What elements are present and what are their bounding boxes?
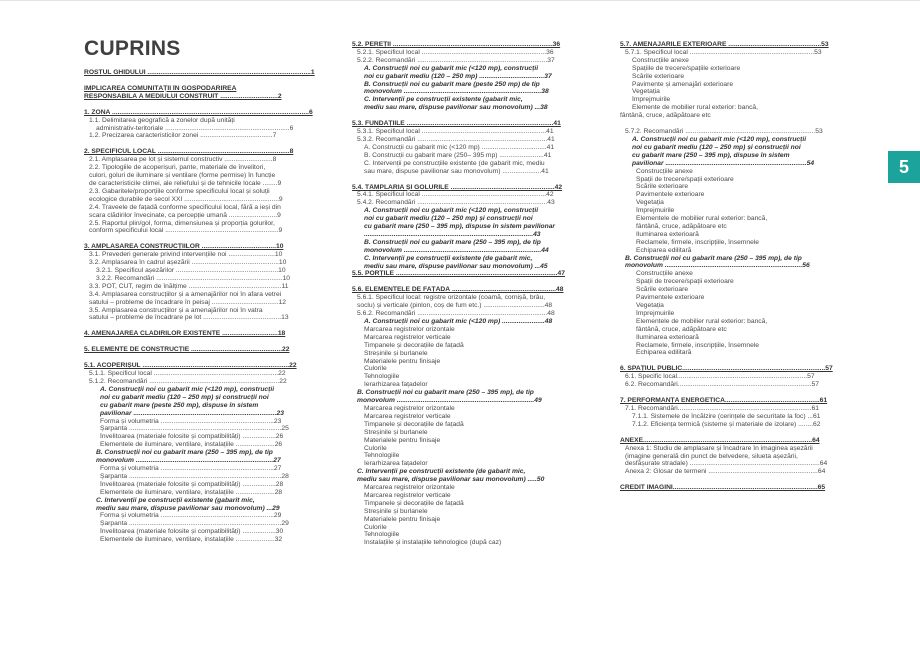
- toc-entry[interactable]: B. Construcții noi cu gabarit mare (250 – 395 mp), de tip: [625, 254, 802, 262]
- toc-entry[interactable]: Echiparea edilitară: [636, 246, 692, 254]
- toc-column-3: [620, 41, 874, 492]
- toc-entry[interactable]: Timpanele și decorațiile de fațadă: [364, 420, 464, 428]
- toc-entry[interactable]: ecologice durabile de secol XXI ...................................................9: [89, 195, 283, 203]
- toc-entry[interactable]: Vegetația: [636, 199, 664, 207]
- toc-entry[interactable]: B. Construcții noi cu gabarit mare (250 – 395 mp), de tip: [364, 238, 541, 246]
- toc-entry[interactable]: 5.5. PORȚILE .......................................................................................47: [352, 270, 565, 278]
- toc-entry[interactable]: Materialele pentru finisaje: [364, 357, 441, 365]
- toc-entry[interactable]: satului – probleme de încadrare pe lot ..........................................13: [89, 314, 289, 322]
- toc-entry[interactable]: Tehnologiile: [364, 531, 400, 539]
- toc-entry[interactable]: 6. SPAȚIUL PUBLIC.............................................................................57: [620, 365, 833, 373]
- toc-entry[interactable]: Învelitoarea (materiale folosite și compatibilități) ..................26: [100, 433, 284, 441]
- toc-entry[interactable]: conform specificului local .............................................................9: [89, 227, 283, 235]
- toc-entry[interactable]: Șarpanta ..................................................................................25: [100, 425, 289, 433]
- toc-entry[interactable]: 5.6.2. Recomandări ......................................................................48: [357, 310, 555, 318]
- toc-entry[interactable]: noi cu gabarit mediu (120 – 250 mp) ...................................37: [364, 72, 552, 80]
- toc-entry[interactable]: fântână, cruce, adăpătoare etc: [620, 112, 711, 120]
- toc-entry[interactable]: IMPLICAREA COMUNITĂȚII ÎN GOSPODĂRIREA: [84, 84, 237, 92]
- toc-entry[interactable]: Construcțiile anexe: [636, 270, 693, 278]
- toc-column-2: [352, 41, 606, 547]
- toc-entry[interactable]: noi cu gabarit mediu (120 – 250 mp) și construcții noi: [364, 215, 533, 223]
- toc-entry[interactable]: Iluminarea exterioară: [636, 333, 699, 341]
- toc-entry[interactable]: monovolum ..........................................................................44: [364, 246, 549, 254]
- toc-entry[interactable]: Vegetația: [636, 302, 664, 309]
- toc-entry[interactable]: noi cu gabarit mediu (120 – 250 mp) și construcții noi: [632, 143, 801, 151]
- toc-entry[interactable]: 5.7.1. Specificul local ...................................................................53: [625, 48, 822, 56]
- toc-entry[interactable]: 3.1. Prevederi generale privind intervențiile noi .........................10: [89, 251, 283, 259]
- toc-entry[interactable]: monovolum ..........................................................................49: [357, 397, 542, 405]
- toc-entry[interactable]: Culorile: [364, 523, 387, 531]
- toc-entry[interactable]: 6.2. Recomandări........................................................................57: [625, 381, 819, 389]
- toc-entry[interactable]: Forma și volumetria .............................................................27: [100, 464, 282, 472]
- toc-entry[interactable]: CREDIT IMAGINI..............................................................................65: [620, 484, 826, 492]
- toc-entry[interactable]: mediu sau mare, dispuse pavilionar sau monovolum) ...29: [96, 504, 280, 512]
- toc-entry[interactable]: Tehnologiile: [364, 452, 400, 460]
- toc-entry[interactable]: 7.1.2. Eficiența termică (sisteme și materiale de izolare) ........62: [632, 420, 821, 428]
- toc-entry[interactable]: Spații de trecere/spații exterioare: [636, 278, 734, 286]
- toc-entry[interactable]: 7.1. Recomandări........................................................................61: [625, 404, 819, 412]
- toc-entry[interactable]: 5.3.2. Recomandări ......................................................................41: [357, 135, 555, 143]
- toc-entry[interactable]: ROSTUL GHIDULUI ........................................................................................1: [84, 69, 315, 76]
- toc-entry[interactable]: Culorile: [364, 444, 387, 452]
- toc-entry[interactable]: Culorile: [364, 365, 387, 373]
- page-title: CUPRINS: [84, 37, 181, 60]
- toc-entry[interactable]: Iluminarea exterioară: [636, 230, 699, 238]
- toc-entry[interactable]: soclu) și verticale (pinlon, coș de fum etc.) .................................48: [357, 302, 553, 310]
- toc-entry[interactable]: fântână, cruce, adăpătoare etc: [636, 222, 727, 230]
- toc-entry[interactable]: cu gabarit mare (250 – 395 mp), dispuse în sistem: [632, 151, 790, 159]
- toc-entry[interactable]: Împrejmuirile: [632, 96, 671, 104]
- toc-entry[interactable]: A. Construcții noi cu gabarit mic (<120 mp), construcții: [364, 207, 539, 215]
- toc-entry[interactable]: B. Construcții cu gabarit mare (250– 395 mp) ........................41: [364, 151, 552, 159]
- toc-entry[interactable]: 2. SPECIFICUL LOCAL .......................................................................8: [84, 148, 294, 156]
- toc-entry[interactable]: C. Intervenții pe construcții existente (de gabarit mic,: [357, 468, 526, 476]
- toc-entry[interactable]: monovolum ..........................................................................38: [364, 88, 549, 96]
- toc-entry[interactable]: 4. AMENAJAREA CLĂDIRILOR EXISTENTE ..............................18: [84, 330, 286, 338]
- toc-entry[interactable]: 5.7. AMENAJĂRILE EXTERIOARE ..................................................53: [620, 41, 829, 48]
- toc-entry[interactable]: Construcțiile anexe: [636, 167, 693, 175]
- toc-entry[interactable]: ANEXE...........................................................................................64: [620, 436, 820, 444]
- toc-entry[interactable]: 3.2. Amplasarea în cadrul așezării ...............................................10: [89, 259, 287, 267]
- toc-entry[interactable]: 5. ELEMENTE DE CONSTRUCȚIE .................................................22: [84, 346, 290, 354]
- toc-entry[interactable]: Vegetația: [632, 88, 660, 96]
- toc-entry[interactable]: 2.5. Raportul plin/gol, forma, dimensiunea și proporția golurilor,: [89, 219, 275, 227]
- toc-entry[interactable]: Împrejmuirile: [636, 207, 675, 215]
- toc-entry[interactable]: Ierarhizarea fațadelor: [364, 460, 428, 468]
- toc-entry[interactable]: administrativ-teritoriale ...................................................................6: [96, 124, 294, 132]
- toc-entry[interactable]: 2.3. Gabaritele/proporțiile conforme specificului local și soluții: [89, 187, 270, 195]
- toc-entry[interactable]: C. Intervenții pe construcții existente (gabarit mic,: [96, 496, 255, 504]
- toc-entry[interactable]: Spațiile de trecere/spațiile exterioare: [632, 64, 741, 72]
- toc-entry[interactable]: mediu sau mare, dispuse pavilionar sau monovolum) .....50: [357, 476, 545, 484]
- toc-entry[interactable]: Elementele de mobilier rural exterior: bancă,: [636, 215, 768, 223]
- toc-entry[interactable]: Împrejmuirile: [636, 309, 675, 317]
- toc-entry[interactable]: B. Construcții noi cu gabarit mare (250 – 395 mp), de tip: [357, 389, 534, 397]
- toc-entry[interactable]: monovolum ..........................................................................27: [96, 457, 281, 465]
- toc-entry[interactable]: cu gabarit mare (250 – 395 mp), dispuse în sistem pavilionar: [364, 223, 556, 231]
- toc-entry[interactable]: 5.1.1. Specificul local ...................................................................22: [89, 370, 286, 378]
- toc-entry[interactable]: C. Intervenții pe construcții existente (de gabarit mic,: [364, 254, 533, 262]
- toc-entry[interactable]: Materialele pentru finisaje: [364, 436, 441, 444]
- toc-entry[interactable]: desfășurate stradale) ......................................................................64: [625, 460, 828, 468]
- toc-entry[interactable]: 5.7.2. Recomandări ......................................................................53: [625, 128, 823, 136]
- toc-entry[interactable]: Reclamele, firmele, inscripțiile, însemnele: [636, 238, 760, 246]
- toc-entry[interactable]: 5.1.2. Recomandări ......................................................................22: [89, 378, 287, 385]
- toc-entry[interactable]: Elementele de iluminare, ventilare, instalațiile .....................32: [100, 536, 283, 544]
- toc-entry[interactable]: Timpanele și decorațiile de fațadă: [364, 341, 464, 349]
- toc-entry[interactable]: 5.3.1. Specificul local ...................................................................41: [357, 128, 554, 136]
- toc-entry[interactable]: 1.1. Delimitarea geografică a zonelor după unități: [89, 116, 235, 124]
- toc-entry[interactable]: A. Construcții cu gabarit mic (<120 mp) ...................................41: [364, 143, 555, 151]
- toc-entry[interactable]: Marcarea registrelor verticale: [364, 412, 451, 420]
- toc-entry[interactable]: 3.2.2. Recomandări ....................................................................10: [96, 274, 291, 282]
- toc-entry[interactable]: B. Construcții noi cu gabarit mare (peste 250 mp) de tip: [364, 80, 540, 88]
- toc-entry[interactable]: Elementele de mobilier rural exterior: bancă,: [636, 317, 768, 325]
- toc-entry[interactable]: Pavimente și amenajări exterioare: [632, 80, 734, 88]
- toc-entry[interactable]: pavilionar .............................................................................23: [100, 409, 284, 417]
- toc-entry[interactable]: C. Intervenții pe construcțiile existente (de gabarit mic, mediu: [364, 159, 545, 167]
- toc-entry[interactable]: Timpanele și decorațiile de fațadă: [364, 499, 464, 507]
- toc-entry[interactable]: fântână, cruce, adăpătoare etc: [636, 325, 727, 333]
- toc-entry[interactable]: Elementele de iluminare, ventilare, instalațiile .....................26: [100, 441, 283, 449]
- toc-entry[interactable]: Învelitoarea (materiale folosite și compatibilități) ..................28: [100, 480, 284, 488]
- toc-column-1: [84, 69, 337, 544]
- toc-entry[interactable]: 2.4. Traveele de fațadă conforme specificului local, fără a ieși din: [89, 203, 281, 211]
- toc-entry[interactable]: sau mare, dispuse pavilionar sau monovolum) .....................41: [364, 167, 549, 175]
- toc-entry[interactable]: 3.4. Amplasarea construcțiilor și a amenajărilor noi în afara vetrei: [89, 290, 282, 298]
- toc-entry[interactable]: Scările exterioare: [636, 286, 689, 294]
- toc-entry[interactable]: pavilionar ............................................................................54: [632, 159, 815, 167]
- chapter-tab: 5: [888, 151, 920, 183]
- toc-entry[interactable]: 2.2. Tipologiile de acoperișuri, pante, materiale de învelitori,: [89, 164, 266, 172]
- toc-entry[interactable]: Instalațiile și instalațiile tehnologice (după caz): [364, 539, 502, 547]
- toc-entry[interactable]: Pavimentele exterioare: [636, 191, 705, 199]
- toc-entry[interactable]: Scările exterioare: [632, 72, 685, 80]
- toc-entry[interactable]: A. Construcții noi cu gabarit mic (<120 mp), construcții: [364, 64, 539, 72]
- toc-entry[interactable]: 5.2.2. Recomandări ......................................................................37: [357, 56, 555, 64]
- toc-entry[interactable]: 5.6.1. Specificul local: registre orizontale (coamă, cornișă, brâu,: [357, 294, 546, 302]
- toc-entry[interactable]: de caracteristicile climei, ale reliefului și de tehnicile locale ........9: [89, 179, 282, 187]
- toc-entry[interactable]: Streșinile și burlanele: [364, 507, 428, 515]
- toc-entry[interactable]: Streșinile și burlanele: [364, 428, 428, 436]
- toc-entry[interactable]: 7. PERFORMANȚA ENERGETICĂ...................................................61: [620, 397, 828, 405]
- toc-entry[interactable]: 7.1.1. Sistemele de încălzire (cerințele de securitate la foc) ...61: [632, 412, 821, 420]
- toc-entry[interactable]: Forma și volumetria .............................................................29: [100, 512, 282, 520]
- toc-entry[interactable]: Forma și volumetria .............................................................23: [100, 417, 282, 425]
- toc-entry[interactable]: Ierarhizarea fațadelor: [364, 381, 428, 389]
- toc-entry[interactable]: scara clădirilor învecinate, ca percepție umană ..........................9: [89, 211, 281, 219]
- toc-entry[interactable]: Reclamele, firmele, inscripțiile, însemnele: [636, 341, 760, 349]
- toc-entry[interactable]: RESPONSABILĂ A MEDIULUI CONSTRUIT ...............................2: [84, 92, 282, 100]
- toc-entry[interactable]: 2.1. Amplasarea pe lot și sistemul constructiv ..........................8: [89, 156, 277, 164]
- toc-entry[interactable]: Spații de trecere/spații exterioare: [636, 175, 734, 183]
- toc-entry[interactable]: mediu sau mare, dispuse pavilionar sau monovolum) ...45: [364, 262, 548, 270]
- toc-entry[interactable]: 5.4.2. Recomandări ......................................................................43: [357, 199, 555, 207]
- toc-entry[interactable]: Marcarea registrelor orizontale: [364, 325, 455, 333]
- toc-entry[interactable]: Șarpanta ..................................................................................29: [100, 520, 289, 528]
- toc-entry[interactable]: monovolum ..........................................................................56: [625, 262, 810, 270]
- toc-entry[interactable]: Materialele pentru finisaje: [364, 515, 441, 523]
- toc-entry[interactable]: 1.2. Precizarea caracteristicilor zonei .......................................7: [89, 132, 277, 140]
- toc-entry[interactable]: satului – probleme de încadrare în peisaj ....................................12: [89, 298, 287, 306]
- toc-entry[interactable]: 3. AMPLASAREA CONSTRUCȚIILOR ........................................10: [84, 243, 284, 251]
- toc-entry[interactable]: Anexa 2: Glosar de termeni ...........................................................64: [625, 468, 826, 476]
- toc-entry[interactable]: Învelitoarea (materiale folosite și compatibilități) ..................30: [100, 528, 284, 536]
- toc-entry[interactable]: (imagine generală din punct de belvedere, silueta așezării,: [625, 452, 798, 460]
- toc-entry[interactable]: B. Construcții noi cu gabarit mare (250 – 395 mp), de tip: [96, 449, 273, 457]
- toc-entry[interactable]: culori, goluri de iluminare și ventilare (forme permise) în funcție: [89, 172, 276, 180]
- toc-entry[interactable]: 6.1. Specific local......................................................................57: [625, 373, 815, 381]
- toc-entry[interactable]: Șarpanta ..................................................................................28: [100, 472, 289, 480]
- toc-entry[interactable]: 5.1. ACOPERIȘUL ...............................................................................22: [84, 362, 297, 370]
- toc-entry[interactable]: cu gabarit mare (peste 250 mp), dispuse în sistem: [100, 401, 259, 409]
- toc-entry[interactable]: 5.3. FUNDAȚIILE ...............................................................................41: [352, 120, 561, 128]
- toc-entry[interactable]: 3.2.1. Specificul așezărilor .......................................................10: [96, 267, 286, 275]
- toc-entry[interactable]: Tehnologiile: [364, 373, 400, 381]
- toc-entry[interactable]: mediu sau mare, dispuse pavilionar sau monovolum) ...38: [364, 104, 548, 112]
- toc-entry[interactable]: 3.5. Amplasarea construcțiilor și a amenajărilor noi în vatra: [89, 306, 263, 314]
- toc-entry[interactable]: noi cu gabarit mediu (120 – 250 mp) și construcții noi: [100, 393, 269, 401]
- toc-entry[interactable]: 5.4. TÂMPLĂRIA ȘI GOLURILE ........................................................42: [352, 183, 563, 191]
- toc-entry[interactable]: 5.2.1. Specificul local ...................................................................36: [357, 48, 554, 56]
- toc-entry[interactable]: C. Intervenții pe construcții existente (gabarit mic,: [364, 96, 523, 104]
- toc-entry[interactable]: Streșinile și burlanele: [364, 349, 428, 357]
- toc-entry[interactable]: A. Construcții noi cu gabarit mic (<120 mp) .......................48: [364, 318, 553, 325]
- toc-entry[interactable]: Pavimentele exterioare: [636, 294, 705, 302]
- toc-entry[interactable]: Elementele de iluminare, ventilare, instalațiile .....................28: [100, 488, 283, 496]
- toc-entry[interactable]: Marcarea registrelor verticale: [364, 491, 451, 499]
- toc-entry[interactable]: Elemente de mobilier rural exterior: bancă,: [632, 104, 759, 112]
- toc-entry[interactable]: 1. ZONA ..........................................................................................................6: [84, 108, 313, 116]
- toc-entry[interactable]: A. Construcții noi cu gabarit mic (<120 mp), construcții: [632, 135, 807, 143]
- toc-entry[interactable]: Echiparea edilitară: [636, 349, 692, 357]
- toc-entry[interactable]: Construcțiile anexe: [632, 56, 689, 64]
- toc-entry[interactable]: A. Construcții noi cu gabarit mic (<120 mp), construcții: [100, 385, 275, 393]
- toc-entry[interactable]: 5.6. ELEMENTELE DE FAȚADĂ ........................................................48: [352, 286, 564, 294]
- toc-entry[interactable]: Marcarea registrelor orizontale: [364, 404, 455, 412]
- toc-entry[interactable]: Marcarea registrelor orizontale: [364, 484, 455, 492]
- toc-entry[interactable]: Marcarea registrelor verticale: [364, 333, 451, 341]
- toc-entry[interactable]: Anexa 1: Studiu de amplasare și încadrare în imaginea așezării: [625, 444, 813, 452]
- toc-entry[interactable]: 3.3. POT, CUT, regim de înălțime ..................................................11: [89, 282, 289, 290]
- toc-entry[interactable]: 5.4.1. Specificul local ...................................................................42: [357, 191, 554, 199]
- toc-entry[interactable]: ...........................................................................................43: [364, 230, 541, 238]
- toc-entry[interactable]: 5.2. PEREȚII ......................................................................................36: [352, 41, 561, 48]
- toc-entry[interactable]: Scările exterioare: [636, 183, 689, 191]
